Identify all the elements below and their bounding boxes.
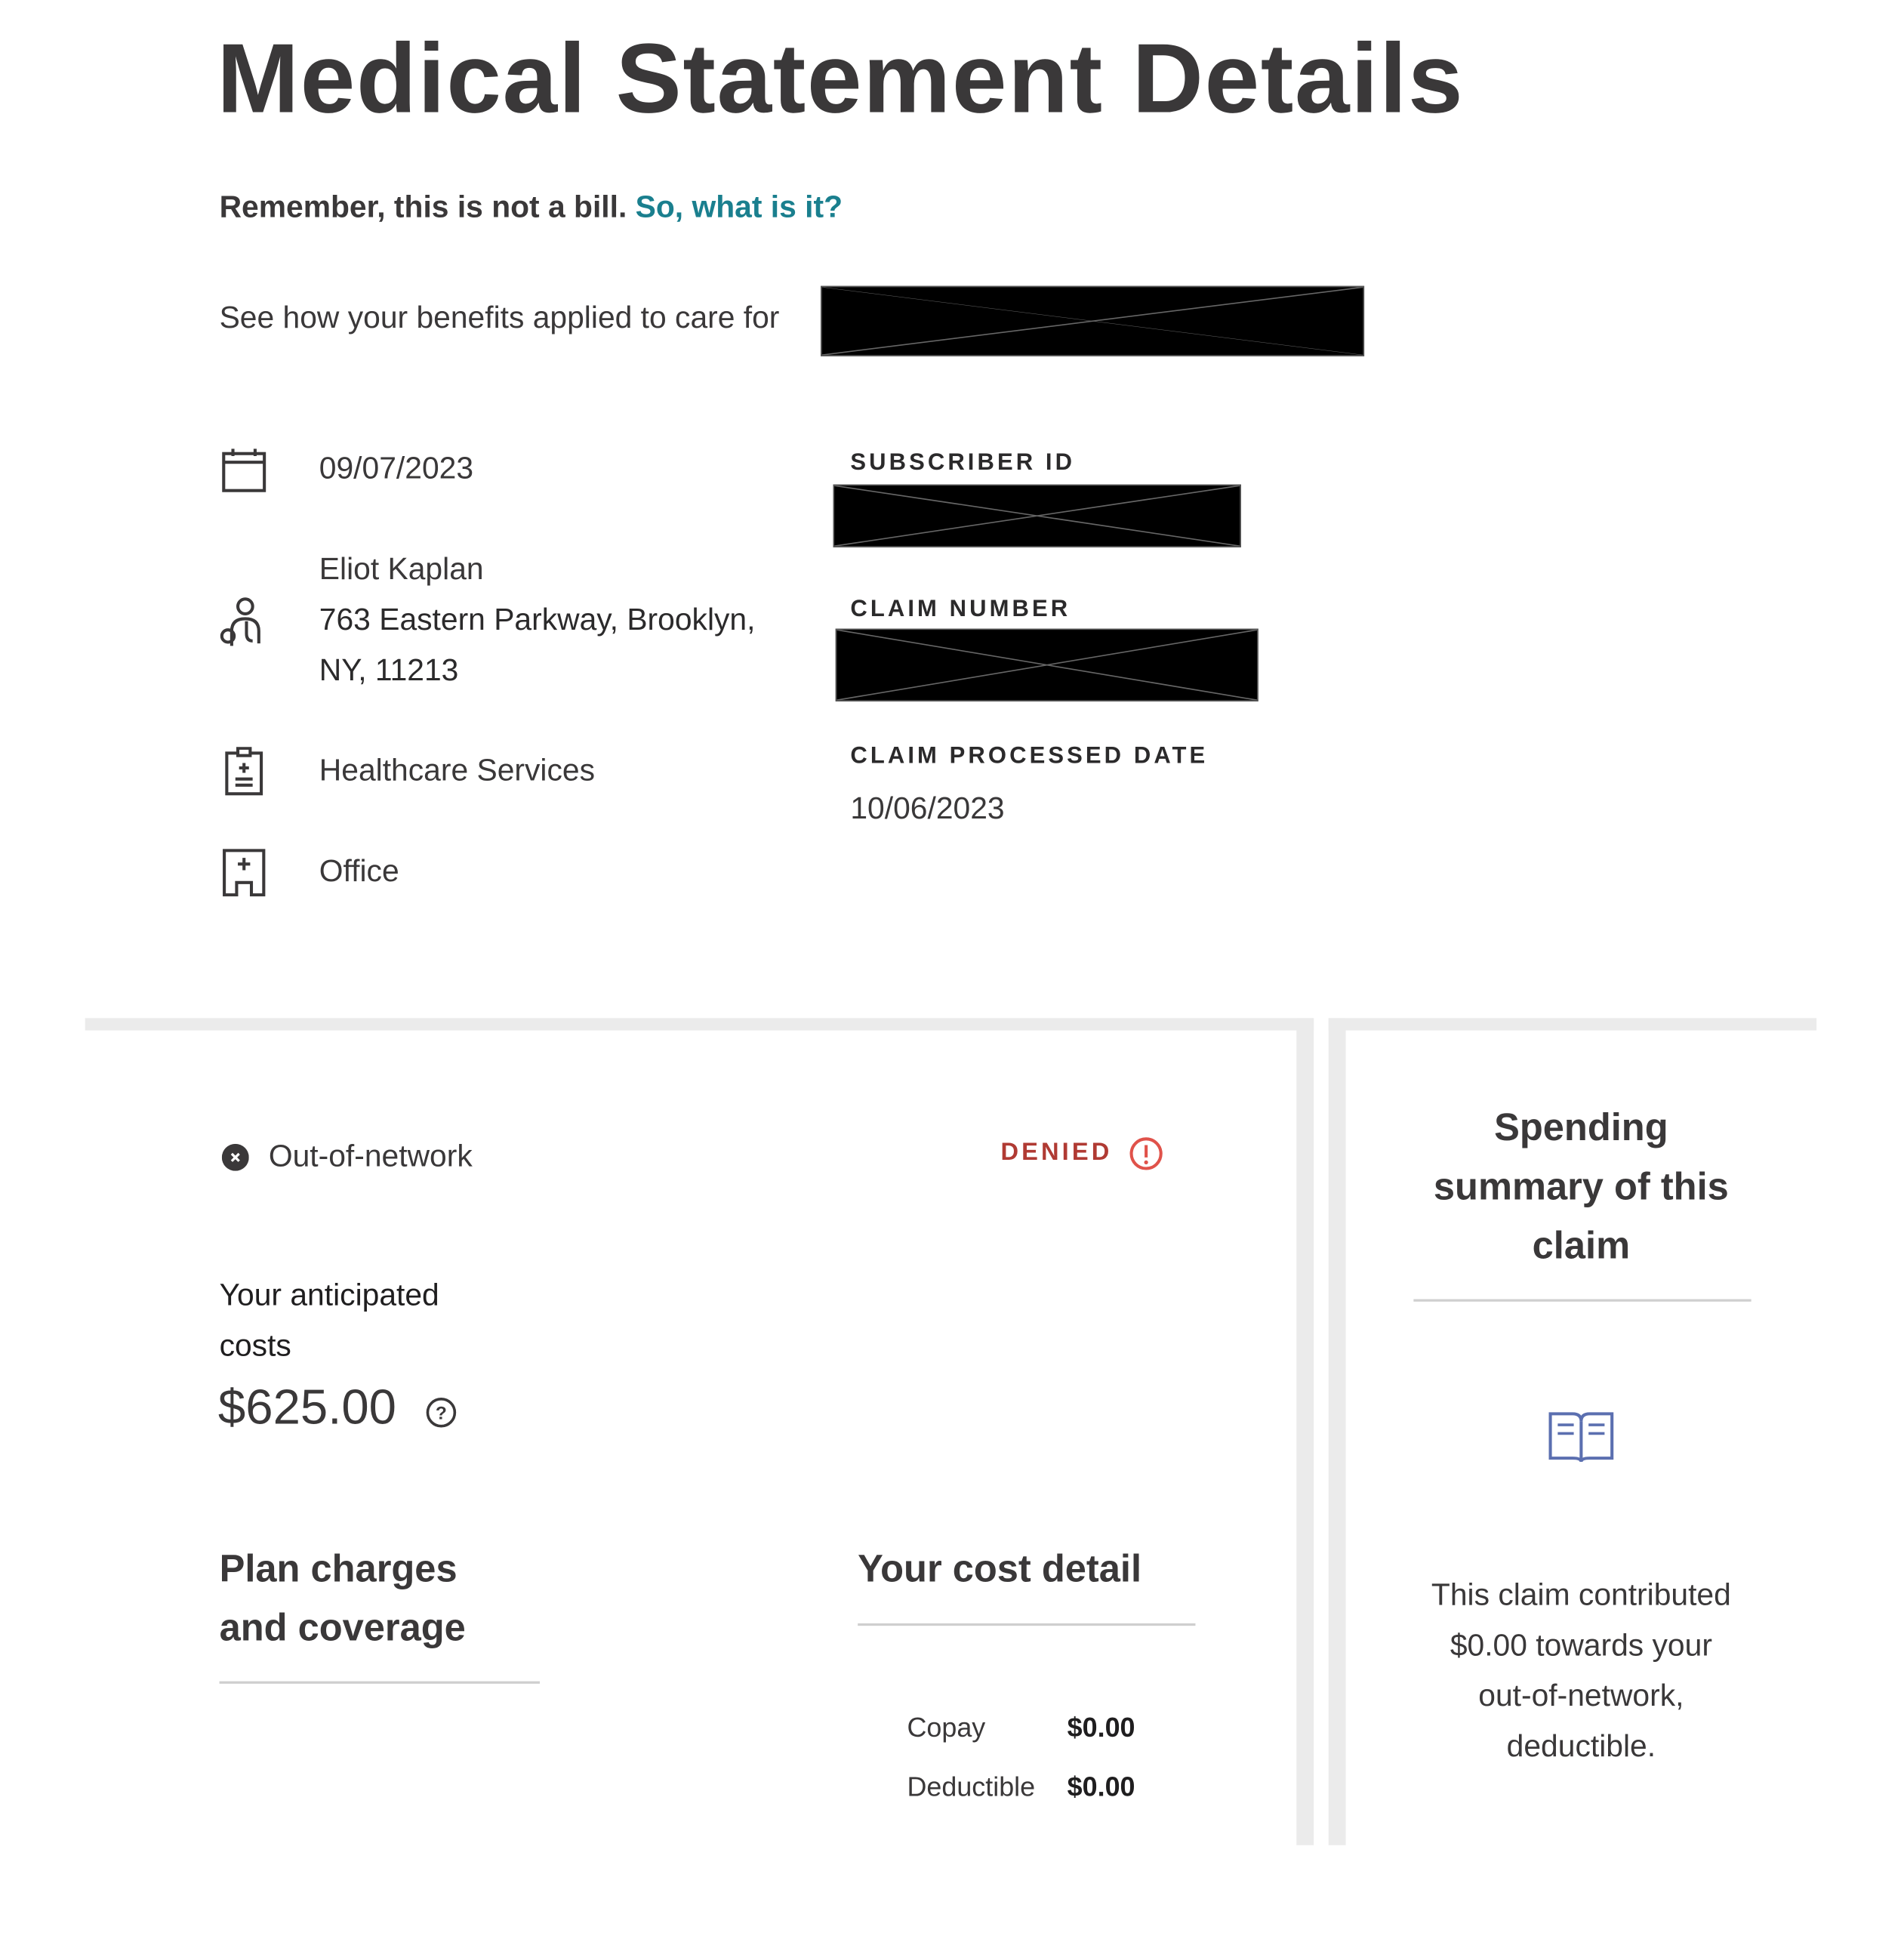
page-title: Medical Statement Details bbox=[217, 23, 1465, 134]
redacted-patient-name bbox=[821, 286, 1364, 356]
hospital-building-icon bbox=[222, 848, 266, 897]
plan-charges-line1: Plan charges bbox=[219, 1546, 458, 1590]
calendar-icon bbox=[222, 449, 266, 493]
clipboard-medical-icon bbox=[224, 747, 263, 796]
summary-title-line2: summary of this bbox=[1433, 1164, 1729, 1208]
service-date: 09/07/2023 bbox=[319, 451, 474, 486]
anticipated-label-line2: costs bbox=[219, 1328, 291, 1364]
book-icon bbox=[1548, 1409, 1614, 1463]
processed-date: 10/06/2023 bbox=[850, 791, 1005, 826]
summary-text-line2: $0.00 towards your bbox=[1450, 1628, 1712, 1663]
denied-status: DENIED bbox=[1000, 1139, 1113, 1167]
subscriber-id-label: SUBSCRIBER ID bbox=[850, 449, 1076, 476]
claim-number-label: CLAIM NUMBER bbox=[850, 597, 1071, 623]
svg-text:?: ? bbox=[435, 1403, 447, 1424]
care-for-text: See how your benefits applied to care for bbox=[219, 301, 780, 336]
summary-panel-left-border bbox=[1329, 1018, 1346, 1845]
provider-address-line1: 763 Eastern Parkway, Brooklyn, bbox=[319, 603, 756, 637]
provider-name: Eliot Kaplan bbox=[319, 552, 484, 587]
plan-charges-divider bbox=[220, 1682, 540, 1684]
summary-panel-top-border bbox=[1329, 1018, 1816, 1030]
help-icon[interactable] bbox=[425, 1397, 457, 1429]
network-status: Out-of-network bbox=[268, 1139, 473, 1174]
summary-title bbox=[1346, 1098, 1817, 1275]
service-type: Healthcare Services bbox=[319, 753, 595, 788]
claim-panel-right-border bbox=[1296, 1018, 1314, 1845]
provider-address-line2: NY, 11213 bbox=[319, 653, 459, 688]
alert-icon[interactable] bbox=[1129, 1136, 1163, 1171]
copay-value: $0.00 bbox=[1067, 1712, 1135, 1743]
cost-detail-divider bbox=[858, 1623, 1195, 1626]
deductible-label: Deductible bbox=[907, 1771, 1036, 1802]
notice-text: Remember, this is not a bill. bbox=[219, 190, 627, 225]
what-is-it-link[interactable]: So, what is it? bbox=[635, 190, 843, 225]
redacted-subscriber-id bbox=[833, 485, 1241, 547]
copay-label: Copay bbox=[907, 1712, 986, 1743]
claim-panel-top-border bbox=[85, 1018, 1314, 1030]
not-a-bill-notice bbox=[220, 190, 843, 225]
place-of-service: Office bbox=[319, 854, 399, 889]
anticipated-label-line1: Your anticipated bbox=[219, 1278, 439, 1313]
deductible-value: $0.00 bbox=[1067, 1771, 1135, 1802]
doctor-icon bbox=[220, 597, 266, 649]
summary-text-line3: out-of-network, bbox=[1478, 1679, 1684, 1714]
summary-title-line1: Spending bbox=[1494, 1105, 1668, 1149]
summary-text bbox=[1346, 1571, 1817, 1773]
processed-date-label: CLAIM PROCESSED DATE bbox=[850, 743, 1209, 769]
x-circle-icon bbox=[222, 1144, 249, 1171]
summary-title-line3: claim bbox=[1532, 1223, 1631, 1268]
cost-detail-title: Your cost detail bbox=[858, 1546, 1142, 1590]
summary-text-line4: deductible. bbox=[1506, 1729, 1656, 1764]
summary-divider bbox=[1413, 1299, 1751, 1302]
plan-charges-line2: and coverage bbox=[219, 1606, 466, 1650]
redacted-claim-number bbox=[836, 629, 1259, 701]
summary-text-line1: This claim contributed bbox=[1431, 1577, 1731, 1613]
anticipated-amount: $625.00 bbox=[217, 1380, 396, 1435]
